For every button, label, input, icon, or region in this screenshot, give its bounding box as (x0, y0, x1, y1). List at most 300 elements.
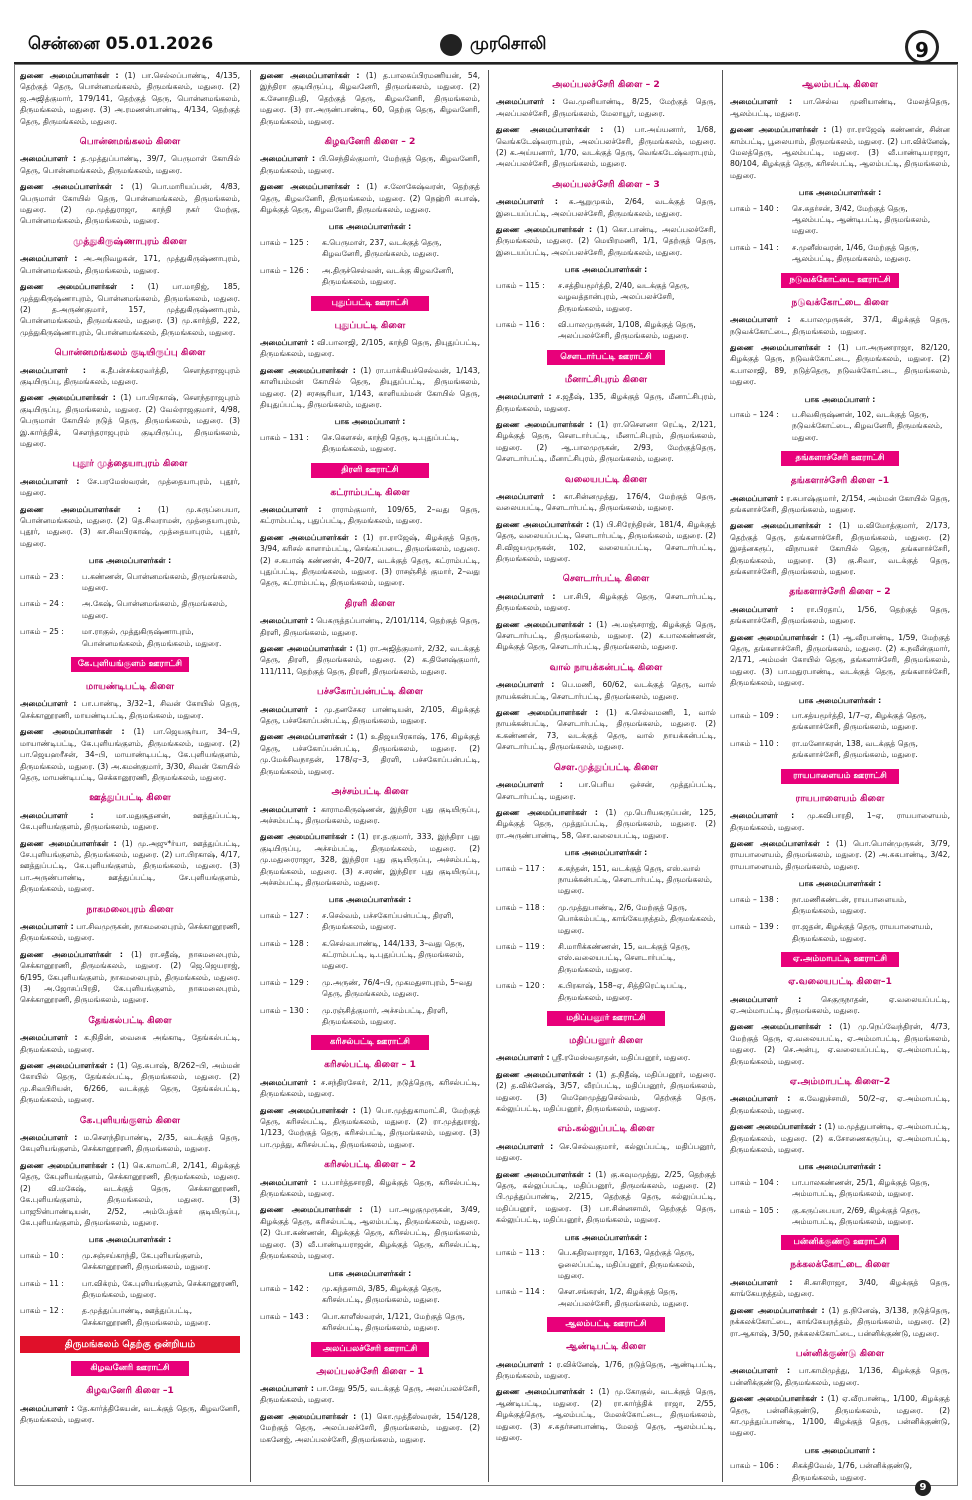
booth-label: பாகம் – 115 : (496, 280, 545, 290)
booth-label: பாகம் – 105 : (730, 1205, 779, 1215)
role-label: அமைப்பாளர் : (730, 1366, 791, 1376)
branch-heading: கிழவனேரி கிளை – 2 (324, 136, 416, 148)
entry-paragraph (496, 1069, 716, 1115)
entry-text: (1) தெ.சுபாஷ், 8/262–பி, அம்மன் கோயில் தெரு, தேங்கல்பட்டி, திருமங்கலம், மதுரை. (2) மு.சிவபிரியன், 6/266, வடக்குத் தெரு, தேங்கல்பட்டி, திருமங்கலம், மதுரை. (20, 1061, 240, 1105)
booth-value: அ.கேஷ், பொன்னமங்கலம், திருமங்கலம், மதுரை. (82, 599, 228, 620)
role-label: அமைப்பாளர் : (20, 254, 78, 264)
booth-value: பா.பாலகண்ணன், 25/1, கிழக்குத் தெரு, அம்மாபட்டி, திருமங்கலம், மதுரை. (792, 1177, 930, 1199)
branch-heading: மதிப்பனூர் கிளை (569, 1035, 643, 1046)
booth-row (730, 738, 950, 761)
entry-paragraph (20, 1403, 240, 1426)
entry-paragraph (260, 70, 480, 127)
role-label: துணை அமைப்பாளர்கள் : (20, 393, 116, 403)
entry-paragraph (20, 810, 240, 833)
booth-row (260, 265, 480, 288)
role-label: துணை அமைப்பாளர்கள் : (496, 708, 599, 718)
entry-text: ம.சௌந்திரபாண்டி, 2/35, வடக்குத் தெரு, கேபுளியங்குளம், செக்கானூரணி, திருமங்கலம், மதுரை. (20, 1133, 240, 1154)
branch-heading: திரளி கிளை (344, 597, 396, 609)
entry-paragraph (496, 391, 716, 414)
branch-heading: வலையபட்டி கிளை (564, 473, 648, 485)
entry-text: பா.செல்வ முனியாண்டி, மேலத்தெரு, ஆலம்பட்டி, மதுரை. (730, 97, 950, 118)
branch-heading: தங்களாச்சேரி கிளை – 2 (789, 586, 891, 598)
booth-label: பாகம் – 126 : (260, 265, 309, 275)
booth-value: சிகக்திவேல், 1/76, பன்னிக்குண்டு, திருமங்கலம், மதுரை. (792, 1461, 913, 1482)
entry-text: (1) ரா.ராஜேஷ், கிழக்குத் தெரு, 3/94, கரிசல் காளாம்பட்டி, செங்கப்படை, திருமங்கலம், மதுரை. (2) ச.கபாஷ் கண்ணன், 4–20/7, வடக்குத் தெரு, கட்ராம்பட்டி, புதுப்பட்டி, திருமங்கலம், மதுரை. (3) ராசஞ்சித் குமார், 2–வது தெரு, கட்ராம்பட்டி, திருமங்கலம், மதுரை. (260, 532, 480, 588)
booth-row (730, 409, 950, 443)
branch-heading: அலப்பலச்சேரி கிளை – 1 (316, 1365, 424, 1377)
booth-row (730, 203, 950, 237)
branch-heading: பொன்னமங்கலம் குடியிருப்பு கிளை (54, 347, 206, 359)
role-label: துணை அமைப்பாளர்கள் : (20, 282, 134, 292)
entry-text: (1) பொ.முத்துகாமாட்சி, மேற்குத் தெரு, கரிசல்பட்டி, திருமங்கலம், மதுரை. (2) ரா.முத்துராஜ், 1/123, மேற்குத் தெரு, கரிசல்பட்டி, திருமங்கலம், மதுரை. (3) பா.முத்து, கரிசல்பட்டி, திருமங்கலம், மதுரை. (260, 1105, 480, 1149)
entry-paragraph (260, 337, 480, 360)
booth-row (20, 626, 240, 649)
role-label: அமைப்பாளர் : (260, 1077, 317, 1087)
role-label: அமைப்பாளர் : (730, 811, 795, 821)
entry-text: காராமகிருஷ்ணன், இந்திரா புது குடியிருப்பு, அச்சம்பட்டி, திருமங்கலம், மதுரை. (260, 804, 480, 825)
entry-text: பா.காமிமுத்து, 1/136, கிழக்குத் தெரு, பன்னிக்குண்டு, திருமங்கலம், மதுரை. (730, 1366, 950, 1387)
entry-text: மு.தனசேகர பாண்டியன், 2/105, கிழக்குத் தெரு, பச்சகோப்பன்பட்டி, திருமங்கலம், மதுரை. (260, 704, 480, 726)
entry-text: மா.மதுசூதனன், ஊத்துப்பட்டி, கே.புளியங்குளம், திருமங்கலம், மதுரை. (20, 810, 240, 832)
booth-value: மு.ரஞ்சித்குமார், அச்சம்பட்டி, திரளி, திருமங்கலம், மதுரை. (322, 1005, 448, 1026)
entry-paragraph (260, 731, 480, 777)
entry-paragraph (730, 314, 950, 337)
role-label: துணை அமைப்பாளர்கள் : (730, 838, 830, 848)
entry-text: வே.முனியாண்டி, 8/25, மேற்குத் தெரு, அலப்பலச்சேரி, திருமங்கலம், மேலாயூர், மதுரை. (496, 97, 716, 118)
booth-label: பாகம் – 138 : (730, 894, 779, 904)
branch-heading: வால் நாயக்கன்பட்டி கிளை (549, 661, 663, 673)
entry-text: (1) பா.அழகுமுருகன், 3/49, கிழக்குத் தெரு, கரிசல்பட்டி, ஆலம்பட்டி, திருமங்கலம், மதுரை. (2) போ.கண்ணன், கிழக்குத் தெரு, கரிசல்பட்டி, திருமங்கலம், மதுரை. (3) வீ.பாண்டியராஜன், கிழக்குத் தெரு, கரிசல்பட்டி, திருமங்கலம், மதுரை. (260, 1205, 480, 1261)
entry-text: (1) உதிஜயபிரகாஷ், 176, கிழக்குத் தெரு, பச்சகோப்பன்பட்டி, திருமங்கலம், மதுரை. (2) மு.மேக்சிவநாதன், 178/ஏ–3, திரளி, பச்சகோப்பன்பட்டி, திருமங்கலம், மதுரை. (260, 732, 480, 776)
booth-row (20, 1250, 240, 1273)
role-label: துணை அமைப்பாளர்கள் : (730, 1305, 825, 1315)
section-subheading: பாக அமைப்பாளர்கள் : (328, 222, 412, 232)
entry-text: (1) கெ.காமாட்சி, 2/141, கிழக்குத் தெரு, கேபுளியங்குளம், செக்கானூரணி, திருமங்கலம், மதுரை. (2) வி.மகேஷ், வடக்குத் தெரு, செக்கானூரணி, கே.புளியங்குளம், திருமங்கலம், மதுரை. (3) பாஜூன்பாண்டியன், 2/52, அம்பேத்கர் குடியிருப்பு, கே.புளியங்குளம், திருமங்கலம், மதுரை. (20, 1160, 240, 1227)
booth-value: செ.கௌசல், காந்தி தெரு, டி.புதுப்பட்டி, திருமங்கலம், மதுரை. (322, 432, 460, 454)
booth-row (20, 571, 240, 594)
entry-text: (1) மு.பெரியகருப்பன், 125, கிழக்குத் தெரு, முத்துப்பட்டி, திருமங்கலம், மதுரை. (2) ரா.அருண்பாண்டி, 58, சொ.வலையபட்டி, மதுரை. (496, 807, 716, 840)
booth-row (496, 902, 716, 936)
entry-text: க.பாலமுருகன், 37/1, கிழக்குத் தெரு, நடுவக்கோட்டை, திருமங்கலம், மதுரை. (730, 315, 950, 336)
role-label: அமைப்பாளர் : (496, 1141, 554, 1151)
branch-heading: கே.புளியங்குளம் கிளை (79, 1114, 181, 1126)
entry-text: (1) ரா.த.குமார், 333, இந்திரா புது குடியிருப்பு, அச்சம்பட்டி, திருமங்கலம், மதுரை. (2) மு.மதுரைராஜா, 328, இந்திரா புது குடியிருப்பு, அச்சம்பட்டி, திருமங்கலம், மதுரை. (3) ச.சரண், இந்திரா புது குடியிருப்பு, அச்சம்பட்டி, திருமங்கலம், மதுரை. (260, 832, 480, 887)
booth-value: சி.மாரிக்கண்ணன், 15, வடக்குத் தெரு, எஸ்.வலையபட்டி, சௌடார்பட்டி, திருமங்கலம், மதுரை. (558, 941, 691, 974)
entry-paragraph (260, 615, 480, 638)
entry-paragraph (20, 181, 240, 227)
entry-text: (1) மு.கோகுல், வடக்குத் தெரு, ஆண்டிபட்டி, மதுரை. (2) ரா.கார்த்திக் ராஜா, 2/55, கிழக்குத்தெரு, ஆலம்பட்டி, மேலக்கோட்டை, திருமங்கலம், மதுரை. (3) ச.சுதர்சனபாண்டி, மேலத் தெரு, ஆலம்பட்டி, மதுரை. (496, 1387, 716, 1442)
section-subheading: பாக அமைப்பாளர்கள் : (564, 848, 648, 858)
section-subheading: பாக அமைப்பாளர் : (804, 1445, 876, 1455)
panchayat-banner: பன்னிக்குண்டு ஊராட்சி (781, 1235, 899, 1250)
booth-row (496, 1247, 716, 1281)
booth-row (730, 1205, 950, 1228)
branch-heading: புதூர் முத்தையாபுரம் கிளை (72, 458, 188, 470)
entry-paragraph (20, 726, 240, 783)
booth-label: பாகம் – 118 : (496, 902, 545, 912)
entry-paragraph (260, 704, 480, 727)
entry-paragraph (20, 921, 240, 944)
branch-heading: கரிசல்பட்டி கிளை – 1 (324, 1059, 416, 1071)
role-label: அமைப்பாளர் : (730, 97, 793, 107)
branch-heading: நக்கலக்கோட்டை கிளை (790, 1259, 890, 1271)
role-label: அமைப்பாளர் : (260, 504, 322, 514)
entry-text: (1) ம.விமோத்குமார், 2/173, தெற்குத் தெரு, தங்களாச்சேரி, திருமங்கலம், மதுரை. (2) இசத்னகரூப், விநாயகர் கோயில் தெரு, தங்களாச்சேரி, திருமங்கலம், மதுரை. (3) கு.சிவா, வடக்குத் தெரு, தங்களாச்சேரி, திருமங்கலம், மதுரை. (730, 521, 950, 576)
entry-paragraph (496, 1052, 716, 1063)
booth-row (496, 941, 716, 975)
entry-text: மு.கவிபாரதி, 1–ஏ, ராயபாளையம், திருமங்கலம், மதுரை. (730, 811, 950, 832)
booth-value: த.முத்துப்பாண்டி, ஊத்துப்பட்டி, செக்கானூரணி, திருமங்கலம், மதுரை. (82, 1306, 211, 1327)
booth-label: பாகம் – 114 : (496, 1287, 545, 1297)
branch-heading: கரிசல்பட்டி கிளை – 2 (324, 1159, 416, 1171)
entry-text: தே.கார்த்திகேயன், வடக்குத் தெரு, கிழவனேரி, திருமங்கலம், மதுரை. (20, 1403, 240, 1424)
entry-text: க.வேலுச்சாமி, 50/2–ஏ, ஏ.அம்மாபட்டி, திருமங்கலம், மதுரை. (730, 1094, 950, 1115)
entry-paragraph (496, 1169, 716, 1226)
entry-text: (1) த.நிதீஷ், மதிப்பனூர், மதுரை. (2) த.விக்னேஷ், 3/57, வீரப்பட்டி, மதிப்பனூர், திருமங்கலம், மதுரை. (3) மெஹேமுத்துசெல்வம், தெற்குத் தெரு, கல்லுப்பட்டி, மதிப்பனூர், திருமங்கலம், மதுரை. (496, 1069, 716, 1114)
entry-text: கா.சின்னமுத்து, 176/4, மேற்குத் தெரு, வலையபட்டி, சௌடார்பட்டி, திருமங்கலம், மதுரை. (496, 491, 716, 513)
booth-label: பாகம் – 117 : (496, 863, 545, 873)
role-label: அமைப்பாளர் : (730, 1277, 793, 1287)
entry-paragraph (260, 504, 480, 527)
entry-paragraph (260, 532, 480, 589)
booth-value: ச.முனீஸ்வரன், 1/46, மேற்குத் தெரு, ஆலம்பட்டி, திருமங்கலம், மதுரை. (792, 242, 919, 264)
entry-text: (1) பி.சிரேந்திரன், 181/4, கிழக்குத் தெரு, வலையப்பட்டி, சௌடார்பட்டி, திருமங்கலம், மதுரை. (2) சி.விஜயமுருகன், 102, வலையப்பட்டி, சௌடார்பட்டி, திருமங்கலம், மதுரை. (496, 519, 716, 563)
branch-heading: மீனாட்சிபுரம் கிளை (564, 373, 648, 385)
booth-row (260, 1311, 480, 1334)
section-subheading: பாக அமைப்பாளர் : (334, 417, 406, 427)
entry-text: பி.செந்தில்குமார், மேற்குத் தெரு, கிழவனேரி, திருமங்கலம், மதுரை. (260, 154, 480, 175)
entry-paragraph (260, 1411, 480, 1445)
role-label: துணை அமைப்பாளர்கள் : (260, 1205, 363, 1215)
entry-text: ஸ்ரீ.ரமேஸ்வதாதன், மதிப்பனூர், மதுரை. (549, 1053, 691, 1063)
booth-value: ரா.ஜதன், கிழக்குத் தெரு, ராயபாளையம், திருமங்கலம், மதுரை. (792, 922, 933, 943)
entry-text: வி.பாலாஜி, 2/105, காந்தி தெரு, தியுதுப்பட்டி, திருமங்கலம், மதுரை. (260, 337, 480, 359)
booth-value: அ.திருச்செல்வன், வடக்கு கிழவனேரி, திருமங்கலம், மதுரை. (322, 265, 454, 287)
entry-paragraph (730, 994, 950, 1017)
entry-text: பெகருத்தப்பாண்டி, 2/101/114, தெற்குத் தெரு, திரளி, திருமங்கலம், மதுரை. (260, 616, 480, 637)
role-label: அமைப்பாளர் : (260, 154, 316, 164)
entry-paragraph (730, 1093, 950, 1116)
entry-paragraph (496, 619, 716, 653)
booth-label: பாகம் – 119 : (496, 941, 545, 951)
branch-heading: சௌடார்பட்டி கிளை (562, 573, 650, 585)
entry-text: (1) பா.பிரகாஷ், சௌந்தராஜபுரம் குடியிருப்பு, திருமங்கலம், மதுரை. (2) வேல்ராஜகுமார், 4/98, பெருமாள் கோயில் நடுத் தெரு, திருமங்கலம், மதுரை. (3) இ.கார்த்திக், சௌந்தராஜபுரம் குடியிருப்பு, திருமங்கலம், மதுரை. (20, 393, 240, 448)
section-subheading: பாக அமைப்பாளர்கள் : (88, 1235, 172, 1245)
entry-paragraph (496, 807, 716, 841)
booth-label: பாகம் – 120 : (496, 981, 545, 991)
role-label: துணை அமைப்பாளர்கள் : (260, 71, 360, 80)
role-label: அமைப்பாளர் : (20, 1033, 78, 1043)
entry-paragraph (496, 196, 716, 219)
role-label: துணை அமைப்பாளர்கள் : (730, 521, 832, 531)
booth-label: பாகம் – 124 : (730, 409, 779, 419)
entry-text: சி.காசிராஜா, 3/40, கிழக்குத் தெரு, காங்கேயநத்தம், மதுரை. (730, 1277, 950, 1299)
entry-paragraph (260, 153, 480, 176)
entry-text: சே.பரமேஸ்வரன், முத்தையாபுரம், புதூர், மதுரை. (20, 476, 240, 498)
entry-paragraph (730, 1021, 950, 1067)
branch-heading: மாயண்டிபட்டி கிளை (85, 681, 175, 693)
booth-value: மு.முத்துபாண்டி, 2/6, மேற்குத் தெரு, பொக்கம்பட்டி, காங்கேயநத்தம், திருமங்கலம், மதுரை. (558, 902, 716, 935)
booth-row (496, 980, 716, 1003)
role-label: அமைப்பாளர் : (260, 1177, 317, 1187)
booth-label: பாகம் – 116 : (496, 319, 545, 329)
branch-heading: தங்களாச்சேரி கிளை –1 (790, 475, 890, 487)
role-label: துணை அமைப்பாளர்கள் : (20, 182, 124, 192)
branch-heading: எம்.கல்லுப்பட்டி கிளை (557, 1123, 655, 1135)
panchayat-banner: புதுப்பட்டி ஊராட்சி (311, 296, 429, 311)
column-divider (722, 70, 723, 1482)
booth-value: சு.கந்தன், 151, வடக்குத் தெரு, எஸ்.வால் நாயக்கன்பட்டி, சௌடார்பட்டி, திருமங்கலம், மதுரை. (558, 863, 713, 896)
entry-text: (1) ஏ.வீரபாண்டி, 1/100, கிழக்குத் தெரு, பன்னிக்குண்டு, திருமங்கலம், மதுரை. (2) கா.முத்துப்பாண்டி, 1/100, கிழக்குத் தெரு, பன்னிக்குண்டு, மதுரை. (730, 1394, 950, 1438)
role-label: அமைப்பாளர் : (20, 810, 94, 820)
role-label: அமைப்பாளர் : (730, 315, 791, 325)
booth-label: பாகம் – 139 : (730, 922, 779, 932)
role-label: அமைப்பாளர் : (496, 591, 556, 601)
section-subheading: பாக அமைப்பாளர்கள் : (564, 265, 648, 275)
entry-paragraph (20, 70, 240, 127)
entry-text: (1) கொ.பாண்டி, அலப்பலச்சேரி, திருமங்கலம், மதுரை. (2) மெயிரமணி, 1/1, தெற்குத் தெரு, இடையப்பட்டி, அலப்பலச்சேரி, திருமங்கலம், மதுரை. (496, 225, 716, 257)
role-label: துணை அமைப்பாளர்கள் : (496, 619, 592, 629)
role-label: அமைப்பாளர் : (730, 1094, 791, 1104)
entry-text: ர.சுபாஷ்குமார், 2/154, அம்மன் கோயில் தெரு, தங்களாச்சேரி, திருமங்கலம், மதுரை. (730, 493, 950, 514)
header-date: சென்னை 05.01.2026 (28, 34, 214, 54)
role-label: அமைப்பாளர் : (496, 491, 556, 501)
role-label: அமைப்பாளர் : (20, 1403, 75, 1413)
role-label: துணை அமைப்பாளர்கள் : (260, 1105, 356, 1115)
booth-row (730, 242, 950, 265)
entry-paragraph (20, 476, 240, 499)
role-label: அமைப்பாளர் : (496, 97, 556, 107)
column-4 (730, 70, 950, 1482)
branch-heading: முத்துகிருஷ்ணாபுரம் கிளை (73, 235, 187, 247)
branch-heading: அலப்பலச்சேரி கிளை – 2 (552, 79, 660, 90)
section-subheading: பாக அமைப்பாளர்கள் : (328, 1268, 412, 1278)
entry-text: பா.சேது 95/5, வடக்குத் தெரு, அலப்பலச்சேரி, திருமங்கலம், மதுரை. (260, 1383, 480, 1405)
booth-row (496, 280, 716, 314)
entry-paragraph (20, 698, 240, 721)
entry-text: (1) ரா.சதீஷ், நாகமலைபுரம், செக்கானூரணி, திருமங்கலம், மதுரை. (2) ஜெ.ஜெயராஜ், 6/195, கேபுளியங்குளம், நாகமலைபுரம், திருமங்கலம், மதுரை. (3) அ.ஜோசப்பிரதி, கே.புளியங்குளம், நாகமலைபுரம், செக்கானூரணி, திருமங்கலம், மதுரை. (20, 949, 240, 1005)
booth-row (20, 598, 240, 621)
role-label: துணை அமைப்பாளர்கள் : (496, 807, 598, 817)
panchayat-banner: தங்களாச்சேரி ஊராட்சி (781, 451, 899, 466)
role-label: துணை அமைப்பாளர்கள் : (496, 1069, 592, 1079)
role-label: அமைப்பாளர் : (496, 392, 552, 402)
booth-row (20, 1305, 240, 1328)
entry-text: (1) ரா.பாக்கியச்செல்வன், 1/143, காளியம்மன் கோயில் தெரு, தியுதுப்பட்டி, திருமங்கலம், மதுரை. (2) சரசசூரியா, 1/143, காளியம்மன் கோயில் தெரு, தியுதுப்பட்டி, திருமங்கலம், மதுரை. (260, 365, 480, 409)
role-label: துணை அமைப்பாளர்கள் : (20, 1061, 114, 1071)
entry-paragraph (496, 96, 716, 119)
entry-text: (1) ரா.செௌனா ரெட்டி, 2/121, கிழக்குத் தெரு, சௌடார்பட்டி, மீனாட்சிபுரம், திருமங்கலம், மதுரை. (2) ஆ.பாலமுருகன், 2/93, மேற்குத்தெரு, சௌடார்பட்டி, மீனாட்சிபுரம், திருமங்கலம், மதுரை. (496, 419, 716, 464)
booth-value: பொ.காளீஸ்வரன், 1/121, மேற்குத் தெரு, கரிசல்பட்டி, திருமங்கலம், மதுரை. (322, 1311, 465, 1333)
booth-label: பாகம் – 109 : (730, 711, 779, 721)
booth-value: மா.ராகுல், முத்துகிருஷ்ணாபுரம், பொன்னமங்கலம், திருமங்கலம், மதுரை. (82, 627, 222, 648)
booth-value: க.பெருமாள், 237, வடக்குத் தெரு, கிழவனேரி, திருமங்கலம், மதுரை. (322, 237, 442, 259)
booth-row (20, 1278, 240, 1301)
panchayat-banner: ஏ.அம்மாபட்டி ஊராட்சி (781, 952, 899, 967)
entry-text: பெ.மணி, 60/62, வடக்குத் தெரு, வால் நாயக்கன்பட்டி, சௌடார்பட்டி, திருமங்கலம், மதுரை. (496, 680, 716, 701)
entry-paragraph (20, 281, 240, 338)
entry-paragraph (20, 1060, 240, 1106)
entry-paragraph (730, 342, 950, 388)
entry-text: பா.பாண்டி, 3/32–1, சிவன் கோயில் தெரு, செக்கானூரணி, மாயண்டிபட்டி, திருமங்கலம், மதுரை. (20, 699, 240, 720)
role-label: துணை அமைப்பாளர்கள் : (496, 125, 604, 135)
booth-label: பாகம் – 143 : (260, 1311, 309, 1321)
booth-value: பா.சத்யமூர்த்தி, 1/7–ஏ, கிழக்குத் தெரு, தங்களாச்சேரி, திருமங்கலம், மதுரை. (792, 711, 927, 732)
entry-paragraph (20, 838, 240, 895)
entry-text: (1) ச.லோகேஷ்வரன், தெற்குத் தெரு, கிழவனேரி, திருமங்கலம், மதுரை. (2) நெஹ்ரி சுபாஷ், கிழக்குத் தெரு, கிழவனேரி, திருமங்கலம், மதுரை. (260, 182, 480, 215)
entry-paragraph (260, 831, 480, 888)
panchayat-banner: கிழவனேரி ஊராட்சி (71, 1361, 189, 1376)
booth-row (260, 237, 480, 260)
branch-heading: ஏ.வலையபட்டி கிளை–1 (788, 976, 892, 988)
panchayat-banner: திரளி ஊராட்சி (311, 463, 429, 478)
branch-heading: பொன்னமங்கலம் கிளை (79, 136, 181, 148)
booth-value: பா.விக்ரம், கே.புளியங்குளம், செக்கானூரணி, திருமங்கலம், மதுரை. (82, 1278, 239, 1299)
role-label: துணை அமைப்பாளர்கள் : (730, 125, 827, 135)
entry-paragraph (260, 1177, 480, 1200)
role-label: அமைப்பாளர் : (20, 154, 77, 164)
entry-text: ச.சந்திரசேகர், 2/11, நடுத்தெரு, கரிசல்பட்டி, திருமங்கலம், மதுரை. (260, 1077, 480, 1099)
role-label: அமைப்பாளர் : (260, 616, 314, 626)
section-subheading: பாக அமைப்பாளர்கள் : (88, 556, 172, 566)
booth-row (730, 894, 950, 917)
role-label: துணை அமைப்பாளர்கள் : (730, 632, 825, 642)
entry-paragraph (730, 124, 950, 181)
entry-paragraph (496, 1359, 716, 1382)
booth-label: பாகம் – 131 : (260, 432, 309, 442)
entry-paragraph (496, 707, 716, 753)
booth-row (260, 432, 480, 455)
entry-text: (1) பா.அருணராஜா, 82/120, கிழக்குத் தெரு, நடுவக்கோட்டை, திருமங்கலம், மதுரை. (2) க.பாலாஜி, 89, நடுத்தெரு, நடுவக்கோட்டை, திருமங்கலம், மதுரை. (730, 342, 950, 387)
page-number-badge: 9 (905, 30, 939, 64)
booth-value: கு.கருப்பையா, 2/69, கிழக்குத் தெரு, அம்மாபட்டி, திருமங்கலம், மதுரை. (792, 1205, 921, 1227)
entry-text: (1) கொ.முத்தீஸ்வரன், 154/128, மேற்குத் தெரு, அலப்பலச்சேரி, திருமங்கலம், மதுரை. (2) மகனேஜ், அலப்பலச்சேரி, திருமங்கலம், மதுரை. (260, 1411, 480, 1444)
booth-row (730, 710, 950, 733)
entry-paragraph (730, 1277, 950, 1300)
role-label: அமைப்பாளர் : (730, 994, 802, 1004)
entry-paragraph (20, 1132, 240, 1155)
entry-paragraph (730, 1305, 950, 1339)
booth-label: பாகம் – 23 : (20, 571, 64, 581)
booth-label: பாகம் – 141 : (730, 242, 779, 252)
booth-label: பாகம் – 104 : (730, 1177, 779, 1187)
booth-value: ச.சத்தியமூர்த்தி, 2/40, வடக்குத் தெரு, வழவத்தான்புரம், அலப்பலச்சேரி, திருமங்கலம், மதுரை. (558, 280, 690, 313)
column-1 (20, 70, 240, 1482)
entry-paragraph (496, 491, 716, 514)
booth-row (260, 977, 480, 1000)
booth-value: செ.சுதர்சன், 3/42, மேற்குத் தெரு, ஆலம்பட்டி, ஆண்டிபட்டி, திருமங்கலம், மதுரை. (792, 203, 931, 236)
booth-label: பாகம் – 12 : (20, 1306, 64, 1316)
entry-text: (1) பொ.மாரியப்பன், 4/83, பெருமாள் கோயில் தெரு, பொன்னமங்கலம், திருமங்கலம், மதுரை. (2) மு.முத்துராஜா, காந்தி நகர் மேற்கு, பொன்னமங்கலம், திருமங்கலம், மதுரை. (20, 182, 240, 226)
entry-paragraph (730, 1121, 950, 1155)
booth-value: மு.சஞ்சய்காந்தி, கே.புளியங்குளம், செக்கானூரணி, திருமங்கலம், மதுரை. (82, 1250, 211, 1272)
section-subheading: பாக அமைப்பாளர் : (804, 394, 876, 404)
role-label: அமைப்பாளர் : (260, 804, 317, 814)
panchayat-banner: ராயபாளையம் ஊராட்சி (781, 769, 899, 784)
entry-text: (1) கு.கவுமமுத்து, 2/25, தெற்குத் தெரு, கல்லுப்பட்டி, மதிப்பனூர், திருமங்கலம், மதுரை. (2) பி.முத்துப்பாண்டி, 2/215, தெற்குத் தெரு, கல்லுப்பட்டி, மதிப்பனூர், மதுரை. (3) பா.சின்னசாமி, தெற்குத் தெரு, கல்லுப்பட்டி, மதிப்பனூர், திருமங்கலம், மதுரை. (496, 1169, 716, 1225)
entry-text: (1) த.நினேஷ், 3/138, நடுத்தெரு, நக்கலக்கோட்டை, காங்கேயநத்தம், திருமங்கலம், மதுரை. (2) ரா.ஆகாஷ், 3/50, நக்கலக்கோட்டை, பன்னிக்குண்டு, மதுரை. (730, 1305, 950, 1338)
entry-paragraph (496, 1386, 716, 1443)
role-label: அமைப்பாளர் : (496, 1053, 550, 1063)
booth-value: சௌ.சங்கரன், 1/2, கிழக்குத் தெரு, அலப்பலச்சேரி, திருமங்கலம், மதுரை. (558, 1287, 689, 1308)
role-label: துணை அமைப்பாளர்கள் : (260, 1411, 357, 1421)
entry-paragraph (730, 838, 950, 872)
entry-text: க.ஆறுமுகம், 2/64, வடக்குத் தெரு, இடையப்பட்டி, அலப்பலச்சேரி, திருமங்கலம், மதுரை. (496, 197, 716, 218)
booth-value: மு.அருண், 76/4–பி, முகமதுசாபுரம், 5–வது தெரு, திருமங்கலம், மதுரை. (322, 977, 473, 999)
section-subheading: பாக அமைப்பாளர்கள் : (798, 879, 882, 889)
role-label: துணை அமைப்பாளர்கள் : (730, 1022, 832, 1032)
role-label: துணை அமைப்பாளர்கள் : (730, 1122, 822, 1132)
entry-paragraph (20, 365, 240, 388)
panchayat-banner: சௌடார்பட்டி ஊராட்சி (547, 350, 665, 365)
entry-paragraph (730, 810, 950, 833)
entry-text: க.தீபன்சக்கரவர்த்தி, சௌந்தராஜபுரம் குடியிருப்பு, திருமங்கலம், மதுரை. (20, 365, 240, 386)
booth-label: பாகம் – 10 : (20, 1250, 64, 1260)
entry-paragraph (260, 1204, 480, 1261)
branch-heading: அலப்பலச்சேரி கிளை – 3 (552, 178, 660, 190)
role-label: துணை அமைப்பாளர்கள் : (20, 727, 125, 737)
role-label: துணை அமைப்பாளர்கள் : (260, 182, 360, 192)
booth-value: ரா.மனோகரன், 138, வடக்குத் தெரு, தங்களாச்சேரி, திருமங்கலம், மதுரை. (792, 738, 918, 760)
branch-heading: கட்ராம்பட்டி கிளை (330, 486, 410, 498)
column-3 (496, 70, 716, 1482)
entry-text: (1) க.செல்வமணி, 1, வால் நாயக்கன்பட்டி, சௌடார்பட்டி, திருமங்கலம், மதுரை. (2) க.கண்ணன், 73, வடக்குத் தெரு, வால் நாயக்கன்பட்டி, சௌடார்பட்டி, திருமங்கலம், மதுரை. (496, 708, 716, 752)
booth-value: ப.சிவகிருஷ்ணன், 102, வடக்குத் தெரு, நடுவக்கோட்டை, கிழவனேரி, திருமங்கலம், மதுரை. (792, 409, 943, 442)
entry-text: (1) மு.கருப்பையா, பொன்னமங்கலம், மதுரை. (2) தெ.சிவராமன், முத்தையாபுரம், புதூர், மதுரை. (3) கா.சிவபிரகாஷ், முத்தையாபுரம், புதூர், மதுரை. (20, 504, 240, 548)
entry-paragraph (496, 591, 716, 614)
entry-text: (1) த.பாலசுப்பிரமணியன், 54, இந்திரா குடியிருப்பு, கிழவனேரி, திருமங்கலம், மதுரை. (2) க.சேனாதிபதி, தெற்குத் தெரு, கிழவனேரி, திருமங்கலம், மதுரை. (3) ரா.அருண்பாண்டி, 60, தெற்கு தெரு, கிழவனேரி, திருமங்கலம், மதுரை. (260, 71, 480, 126)
role-label: துணை அமைப்பாளர்கள் : (20, 1160, 115, 1170)
role-label: அமைப்பாளர் : (730, 493, 784, 503)
branch-heading: ஏ.அம்மாபட்டி கிளை–2 (789, 1076, 891, 1087)
booth-row (730, 921, 950, 944)
entry-paragraph (20, 949, 240, 1006)
entry-paragraph (260, 365, 480, 411)
entry-paragraph (260, 643, 480, 677)
entry-paragraph (730, 632, 950, 689)
entry-text: ரா.பிரதாப், 1/56, தெற்குத் தெரு, தங்களாச்சேரி, திருமங்கலம், மதுரை. (730, 604, 950, 626)
entry-text: (1) மு.அஜு*ர்யா, ஊத்துப்பட்டி, சே.புளியங்குளம், திருமங்கலம், மதுரை. (2) பா.பிரகாஷ், 4/17, ஊத்துப்பட்டி, கே.புளியங்குளம், திருமங்கலம், மதுரை. (3) பா.அருண்பாண்டி, ஊத்துப்பட்டி, சே.புளியங்குளம், திருமங்கலம், மதுரை. (20, 838, 240, 894)
role-label: துணை அமைப்பாளர்கள் : (496, 419, 593, 429)
entry-paragraph (260, 181, 480, 215)
entry-text: க.நிதின், வைகை அங்காடி, தேங்கல்பட்டி, திருமங்கலம், மதுரை. (20, 1033, 240, 1054)
booth-value: பெ.கதிரவராஜா, 1/163, தெற்குத் தெரு, ஓலைப்பட்டி, மதிப்பனூர், திருமங்கலம், மதுரை. (558, 1248, 695, 1280)
entry-paragraph (496, 124, 716, 170)
role-label: அமைப்பாளர் : (20, 699, 77, 709)
role-label: அமைப்பாளர் : (20, 1133, 78, 1143)
booth-row (496, 319, 716, 342)
branch-heading: ஆலம்பட்டி கிளை (802, 79, 878, 90)
entry-text: பா.சிவமுருகன், நாகமலைபுரம், செக்கானூரணி, திருமங்கலம், மதுரை. (20, 921, 240, 943)
entry-paragraph (730, 493, 950, 516)
column-divider (250, 70, 251, 1482)
role-label: துணை அமைப்பாளர்கள் : (260, 732, 354, 742)
entry-text: செகுருநாதன், ஏ.வலையப்பட்டி, ஏ.அம்மாபட்டி, திருமங்கலம், மதுரை. (730, 994, 950, 1015)
booth-value: வி.பாலமுருகன், 1/108, கிழக்குத் தெரு, அலப்பலச்சேரி, திருமங்கலம், மதுரை. (558, 319, 696, 341)
role-label: துணை அமைப்பாளர்கள் : (496, 1387, 594, 1397)
entry-text: (1) ஆ.வீரபாண்டி, 1/59, மேற்குத் தெரு, தங்களாச்சேரி, திருமங்கலம், மதுரை. (2) சு.நவீன்குமார், 2/171, அம்மன் கோயில் தெரு, தங்களாச்சேரி, திருமங்கலம், மதுரை. (3) பா.மதுரபாண்டி, வடக்குத் தெரு, தங்களாச்சேரி, திருமங்கலம், மதுரை. (730, 632, 950, 688)
entry-paragraph (20, 253, 240, 276)
booth-value: ப.கண்ணன், பொன்னமங்கலம், திருமங்கலம், மதுரை. (82, 571, 238, 593)
section-subheading: பாக அமைப்பாளர்கள் : (328, 895, 412, 905)
role-label: அமைப்பாளர் : (260, 704, 318, 714)
entry-paragraph (260, 1105, 480, 1151)
entry-paragraph (20, 1160, 240, 1228)
role-label: அமைப்பாளர் : (260, 337, 315, 347)
entry-text: பா.பெரிய ஒச்சன், முத்துப்பட்டி, சௌடார்பட்டி, மதுரை. (496, 780, 716, 801)
booth-label: பாகம் – 106 : (730, 1461, 779, 1471)
booth-value: நா.மணிகண்டன், ராயபாளையம், திருமங்கலம், மதுரை. (792, 894, 907, 915)
